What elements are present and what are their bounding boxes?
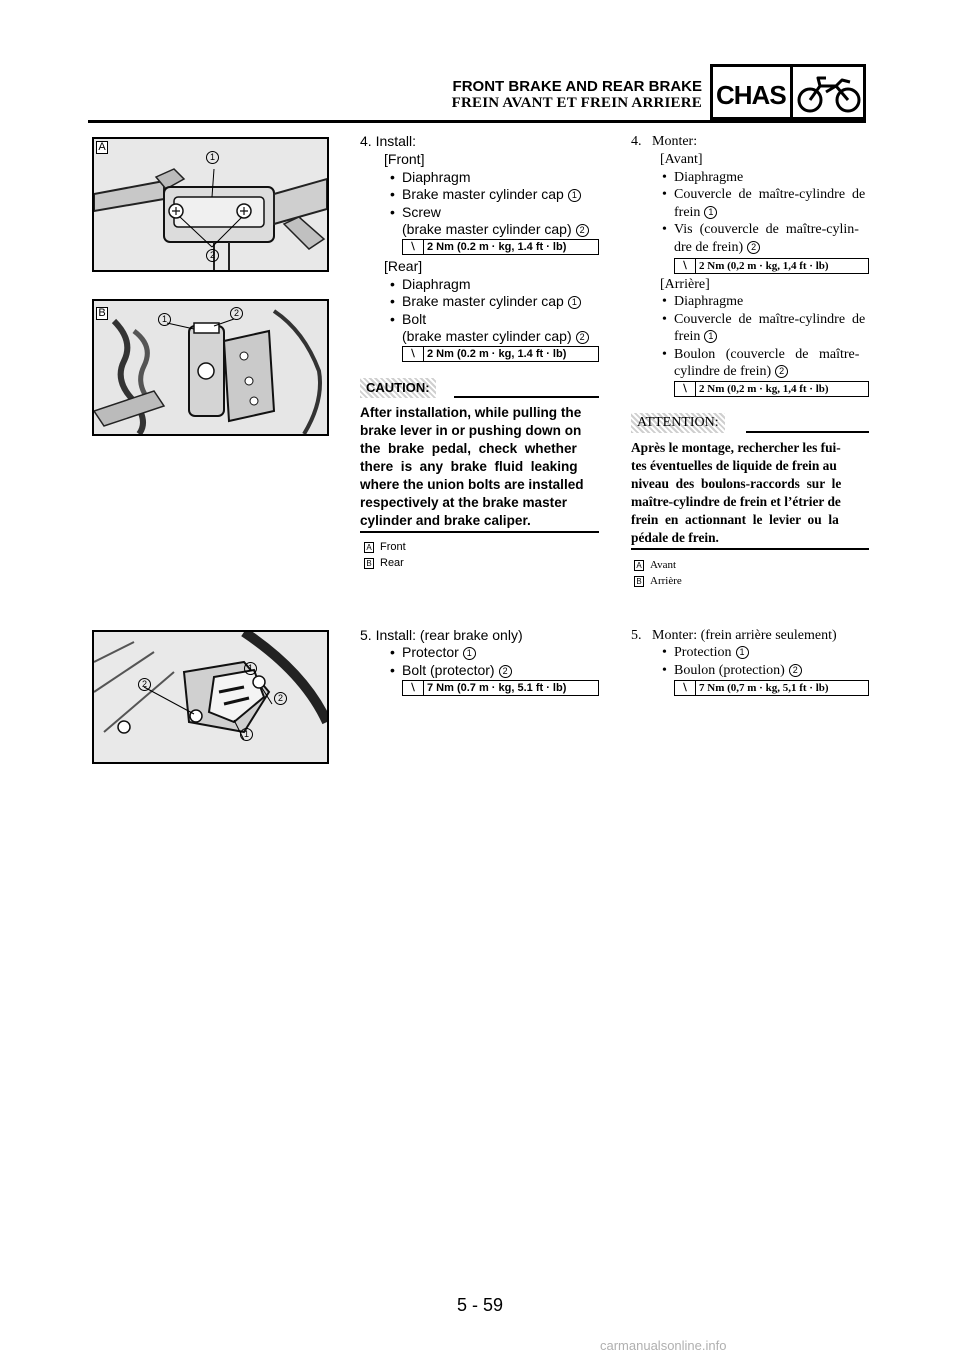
attention-top-rule <box>746 431 869 433</box>
caution-line-4: there is any brake fluid leaking <box>360 459 578 474</box>
callout-2: 2 <box>206 249 219 262</box>
rear-caliper-protector-illustration <box>94 632 327 762</box>
attention-line-6: pédale de frein. <box>631 530 719 545</box>
attention-bottom-rule <box>631 548 869 550</box>
motorcycle-icon <box>796 70 862 116</box>
fr-torque-spec-3: ⧵ 7 Nm (0,7 m · kg, 5,1 ft · lb) <box>674 680 869 696</box>
fr-rear-heading: [Arrière] <box>660 277 710 292</box>
fr-front-heading: [Avant] <box>660 152 703 167</box>
fr-bullet-protection: • Protection 1 <box>674 644 749 662</box>
fr-bullet-cap-line1: • Couvercle de maître-cylindre de <box>674 186 865 204</box>
watermark: carmanualsonline.info <box>600 1338 727 1353</box>
fr-vis-line2: dre de frein) 2 <box>674 239 760 257</box>
legend-rear: B Rear <box>364 555 404 573</box>
section-label: CHAS <box>716 80 786 110</box>
fr-step-4-heading: 4. Monter: <box>631 134 698 149</box>
caution-label: CAUTION: <box>360 378 436 398</box>
bullet-bolt: • Bolt <box>402 311 426 329</box>
attention-label: ATTENTION: <box>631 413 725 433</box>
bullet-master-cylinder-cap-rear: • Brake master cylinder cap 1 <box>402 293 581 311</box>
callout-2: 2 <box>775 365 788 378</box>
fr-step-5-heading: 5. Monter: (frein arrière seulement) <box>631 628 837 643</box>
fr-cap2-line2: frein 1 <box>674 328 717 346</box>
header-title-fr: FREIN AVANT ET FREIN ARRIERE <box>451 95 702 111</box>
fr-torque-spec-2: ⧵ 2 Nm (0,2 m · kg, 1,4 ft · lb) <box>674 381 869 397</box>
figure-front-master-cylinder <box>92 137 329 272</box>
fr-legend-arriere: B Arrière <box>634 573 682 591</box>
callout-1: 1 <box>158 313 171 326</box>
figure-label-a: A <box>96 141 108 154</box>
callout-1: 1 <box>704 330 717 343</box>
caution-line-2: brake lever in or pushing down on <box>360 423 582 438</box>
callout-1: 1 <box>206 151 219 164</box>
caution-line-3: the brake pedal, check whether <box>360 441 577 456</box>
wrench-icon: ⧵ <box>403 681 424 695</box>
bullet-diaphragm-rear: • Diaphragm <box>402 276 470 294</box>
front-heading: [Front] <box>384 151 425 167</box>
caution-line-7: cylinder and brake caliper. <box>360 513 531 528</box>
caution-line-1: After installation, while pulling the <box>360 405 582 420</box>
fr-bullet-boulon-line1: • Boulon (couvercle de maître- <box>674 346 859 364</box>
fr-bullet-boulon-protection: • Boulon (protection) 2 <box>674 662 802 680</box>
bullet-protector: • Protector 1 <box>402 644 476 662</box>
page-number: 5 - 59 <box>456 1295 504 1315</box>
bullet-master-cylinder-cap: • Brake master cylinder cap 1 <box>402 186 581 204</box>
step-5-heading: 5. Install: (rear brake only) <box>360 627 523 643</box>
callout-2: 2 <box>499 665 512 678</box>
fr-bullet-diaphragm: • Diaphragme <box>674 169 743 187</box>
attention-line-4: maître-cylindre de frein et l’étrier de <box>631 494 841 509</box>
wrench-icon: ⧵ <box>675 259 696 273</box>
callout-1: 1 <box>704 206 717 219</box>
torque-spec-3: ⧵ 7 Nm (0.7 m · kg, 5.1 ft · lb) <box>402 680 599 696</box>
caution-bottom-rule <box>360 531 599 533</box>
callout-1: 1 <box>736 646 749 659</box>
fr-cap-line2: frein 1 <box>674 204 717 222</box>
callout-2: 2 <box>138 678 151 691</box>
wrench-icon: ⧵ <box>403 347 424 361</box>
bullet-bolt-protector: • Bolt (protector) 2 <box>402 662 512 680</box>
figure-label-b: B <box>96 307 108 320</box>
legend-front: A Front <box>364 539 406 557</box>
wrench-icon: ⧵ <box>675 382 696 396</box>
rear-master-cylinder-illustration <box>94 301 327 434</box>
section-badge-divider <box>790 64 793 120</box>
callout-1: 1 <box>568 189 581 202</box>
callout-2: 2 <box>789 664 802 677</box>
figure-rear-caliper-protector <box>92 630 329 764</box>
callout-1: 1 <box>240 728 253 741</box>
callout-2: 2 <box>274 692 287 705</box>
wrench-icon: ⧵ <box>675 681 696 695</box>
caution-top-rule <box>454 396 599 398</box>
header-rule <box>88 120 866 123</box>
fr-boulon-line2: cylindre de frein) 2 <box>674 363 788 381</box>
callout-1: 1 <box>568 296 581 309</box>
screw-detail: (brake master cylinder cap) 2 <box>402 221 589 239</box>
bullet-diaphragm: • Diaphragm <box>402 169 470 187</box>
fr-bullet-cap2-line1: • Couvercle de maître-cylindre de <box>674 311 865 329</box>
fr-legend-avant: A Avant <box>634 557 676 575</box>
header-title-en: FRONT BRAKE AND REAR BRAKE <box>452 78 702 95</box>
step-4-heading: 4. Install: <box>360 133 417 149</box>
attention-line-2: tes éventuelles de liquide de frein au <box>631 458 837 473</box>
bolt-detail: (brake master cylinder cap) 2 <box>402 328 589 346</box>
wrench-icon: ⧵ <box>403 240 424 254</box>
callout-1: 1 <box>463 647 476 660</box>
fr-torque-spec-1: ⧵ 2 Nm (0,2 m · kg, 1,4 ft · lb) <box>674 258 869 274</box>
callout-1: 1 <box>244 662 257 675</box>
figure-rear-master-cylinder <box>92 299 329 436</box>
bullet-screw: • Screw <box>402 204 441 222</box>
fr-bullet-diaphragm-rear: • Diaphragme <box>674 293 743 311</box>
callout-2: 2 <box>747 241 760 254</box>
caution-line-6: respectively at the brake master <box>360 495 568 510</box>
attention-line-3: niveau des boulons-raccords sur le <box>631 476 842 491</box>
torque-spec-2: ⧵ 2 Nm (0.2 m · kg, 1.4 ft · lb) <box>402 346 599 362</box>
torque-spec-1: ⧵ 2 Nm (0.2 m · kg, 1.4 ft · lb) <box>402 239 599 255</box>
callout-2: 2 <box>576 224 589 237</box>
callout-2: 2 <box>230 307 243 320</box>
attention-line-5: frein en actionnant le levier ou la <box>631 512 839 527</box>
caution-line-5: where the union bolts are installed <box>360 477 584 492</box>
fr-bullet-vis-line1: • Vis (couvercle de maître-cylin- <box>674 221 859 239</box>
attention-line-1: Après le montage, rechercher les fui- <box>631 440 841 455</box>
callout-2: 2 <box>576 331 589 344</box>
rear-heading: [Rear] <box>384 258 423 274</box>
